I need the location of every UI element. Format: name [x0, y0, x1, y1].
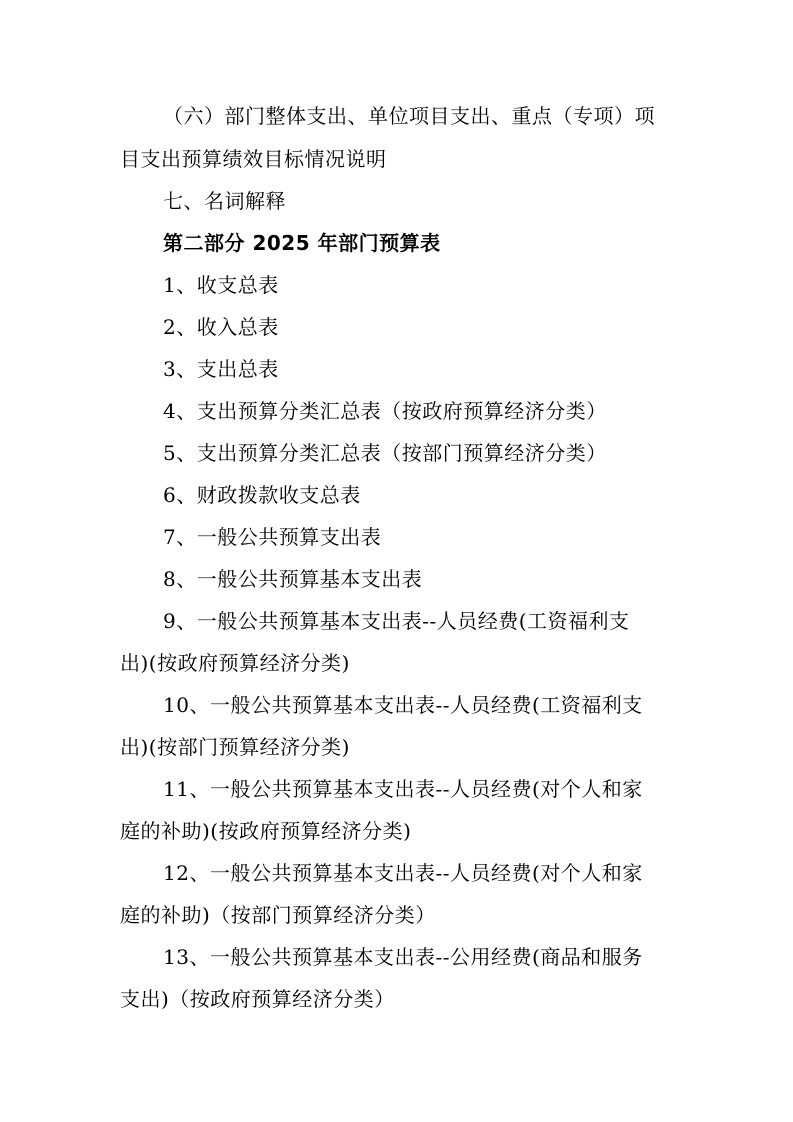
text-line: （六）部门整体支出、单位项目支出、重点（专项）项 — [163, 104, 655, 128]
list-item-continuation: 庭的补助)（按部门预算经济分类） — [120, 903, 436, 927]
list-item: 4、支出预算分类汇总表（按政府预算经济分类） — [163, 399, 607, 423]
list-item: 1、收支总表 — [163, 273, 279, 297]
list-item-continuation: 出)(按部门预算经济分类) — [120, 735, 350, 759]
list-item: 5、支出预算分类汇总表（按部门预算经济分类） — [163, 441, 607, 465]
text-line: 七、名词解释 — [163, 189, 286, 213]
list-item: 3、支出总表 — [163, 357, 279, 381]
list-item-continuation: 支出)（按政府预算经济分类） — [120, 987, 395, 1011]
list-item-continuation: 出)(按政府预算经济分类) — [120, 651, 350, 675]
list-item: 11、一般公共预算基本支出表--人员经费(对个人和家 — [163, 777, 643, 801]
list-item: 7、一般公共预算支出表 — [163, 525, 382, 549]
list-item: 13、一般公共预算基本支出表--公用经费(商品和服务 — [163, 945, 643, 969]
list-item: 6、财政拨款收支总表 — [163, 483, 361, 507]
list-item: 10、一般公共预算基本支出表--人员经费(工资福利支 — [163, 693, 643, 717]
list-item: 12、一般公共预算基本支出表--人员经费(对个人和家 — [163, 861, 643, 885]
list-item-continuation: 庭的补助)(按政府预算经济分类) — [120, 819, 412, 843]
list-item: 8、一般公共预算基本支出表 — [163, 567, 423, 591]
text-line: 目支出预算绩效目标情况说明 — [120, 147, 387, 171]
list-item: 9、一般公共预算基本支出表--人员经费(工资福利支 — [163, 609, 630, 633]
section-heading: 第二部分 2025 年部门预算表 — [163, 231, 441, 255]
list-item: 2、收入总表 — [163, 315, 279, 339]
